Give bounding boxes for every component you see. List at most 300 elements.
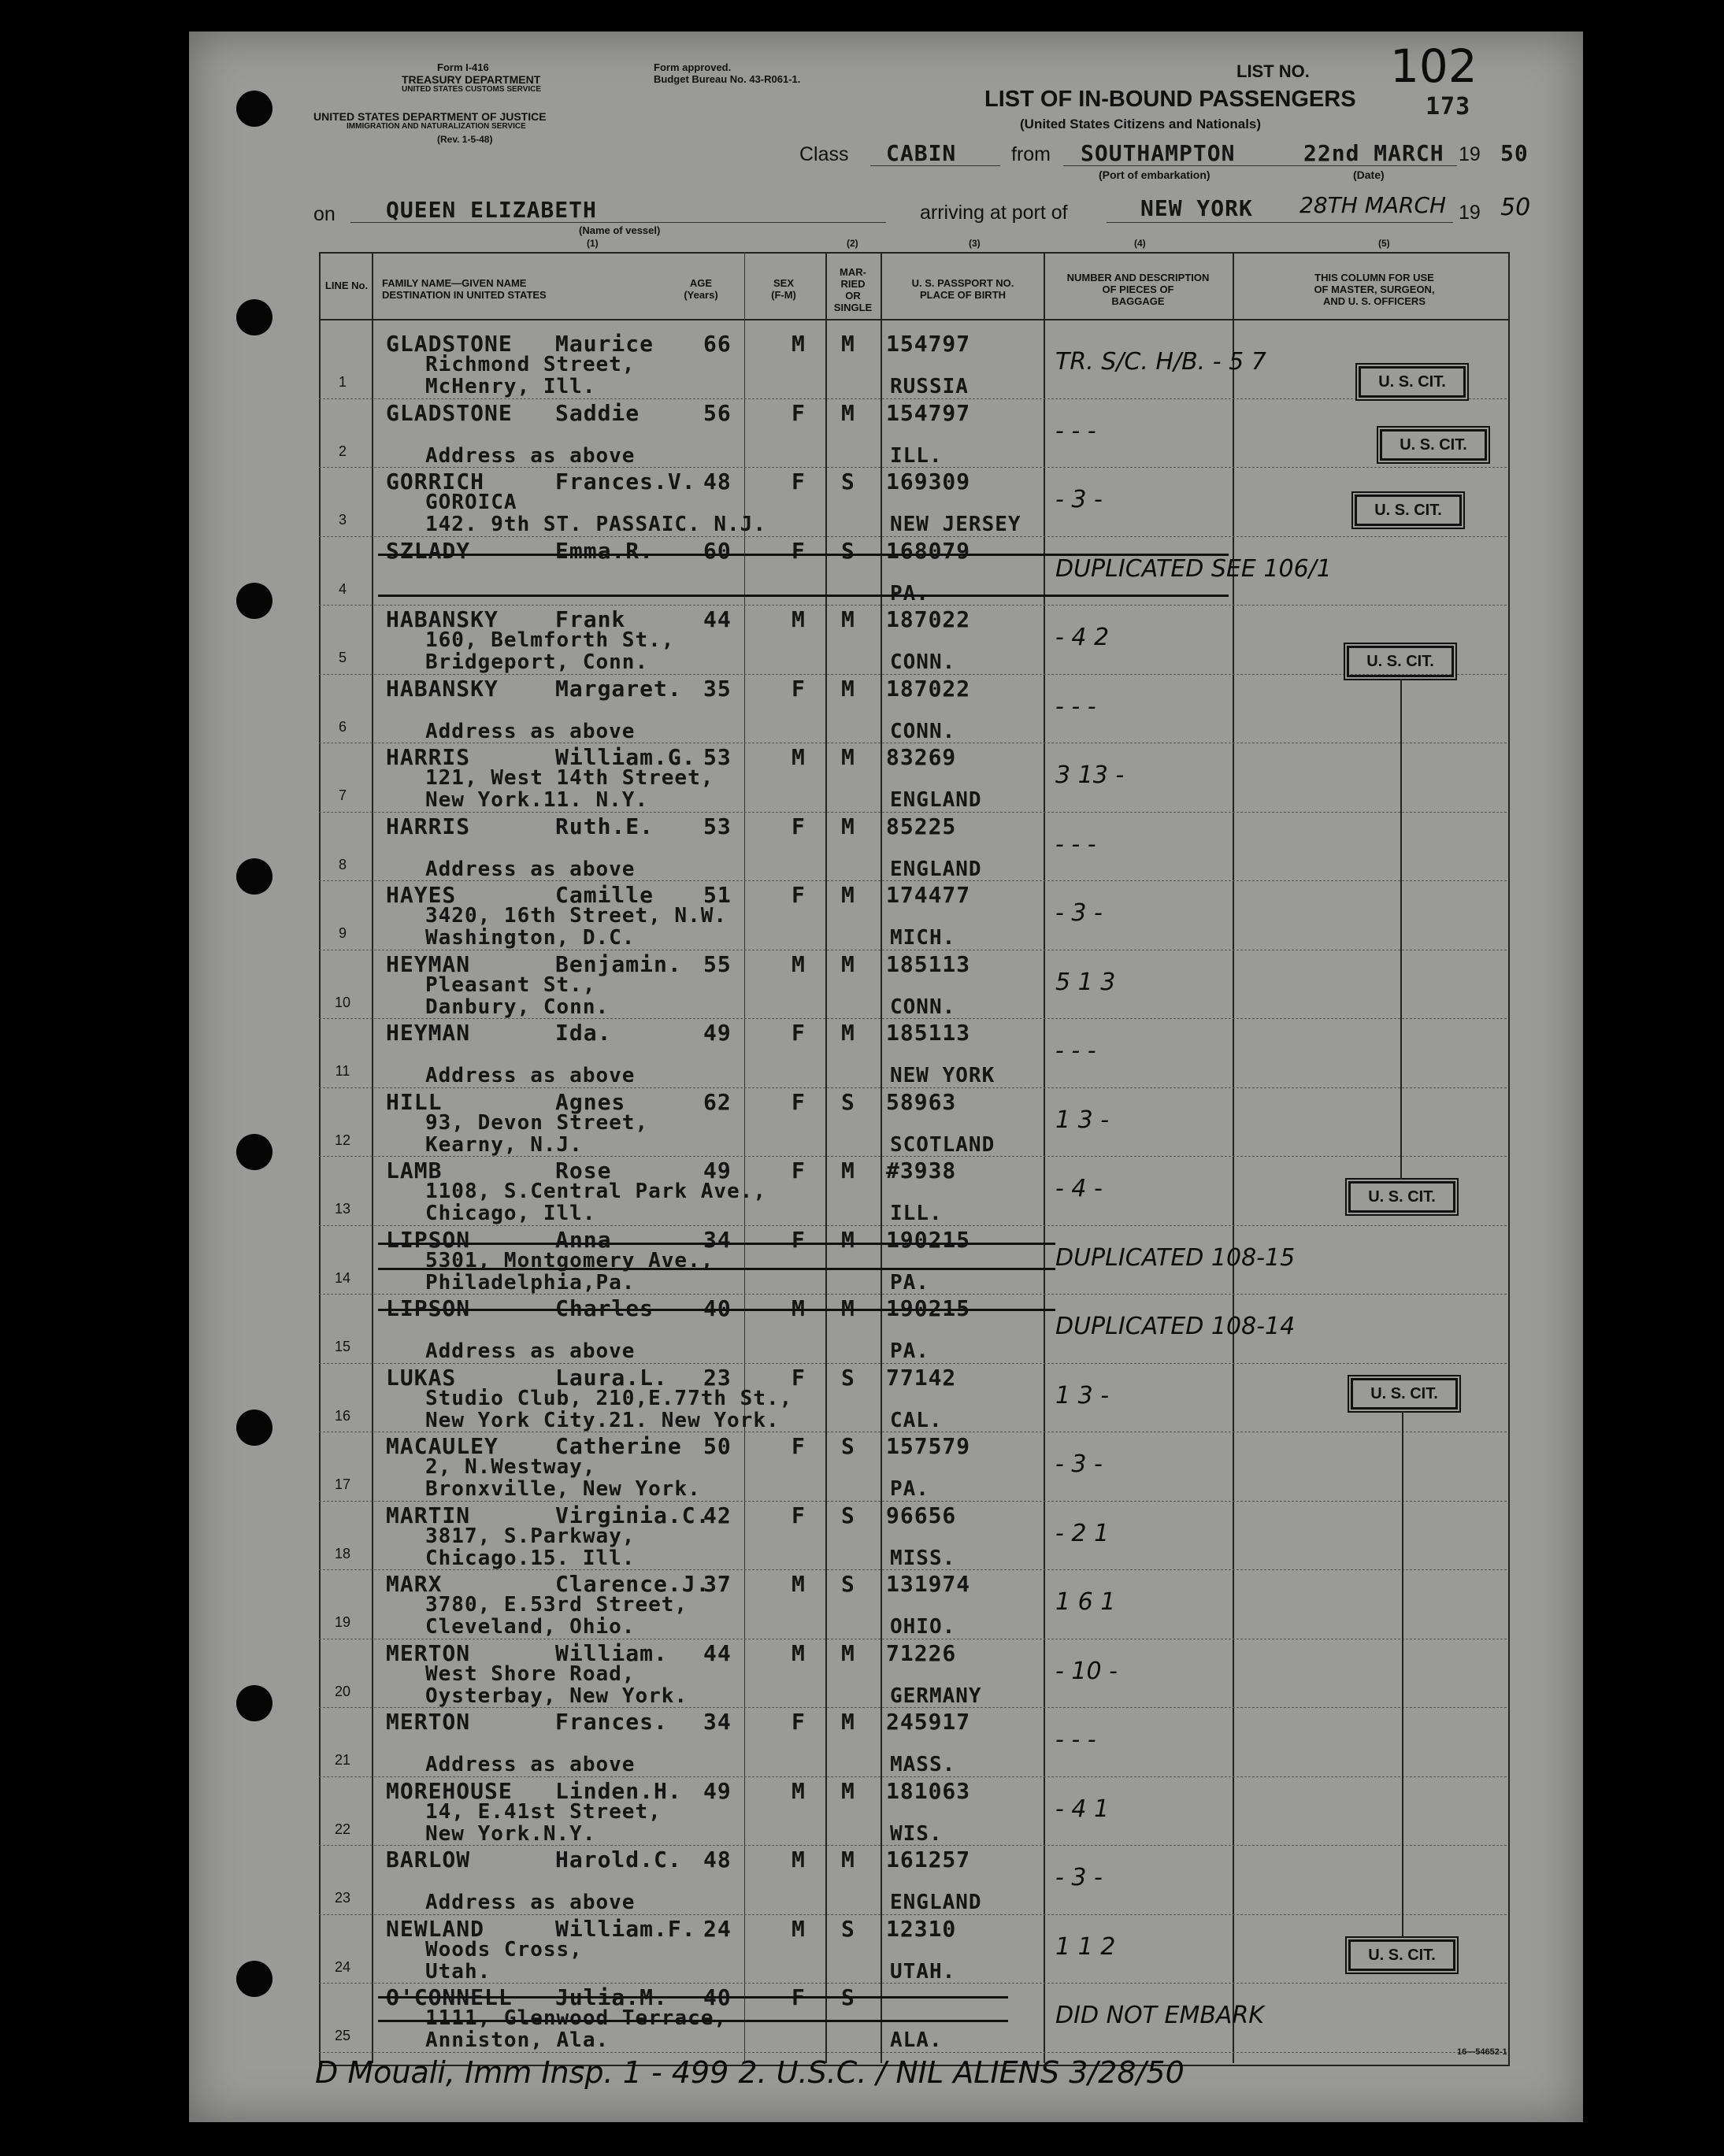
place-of-birth: OHIO.	[890, 1615, 956, 1639]
marital-status: S	[841, 1915, 855, 1942]
binder-hole	[236, 583, 273, 619]
sex: F	[792, 675, 806, 702]
justice-dept: UNITED STATES DEPARTMENT OF JUSTICE	[313, 110, 547, 123]
sex: M	[792, 950, 806, 977]
given-name: Virginia.C.	[555, 1502, 710, 1528]
place-of-birth: CONN.	[890, 995, 956, 1019]
address-line2: Address as above	[425, 1339, 636, 1363]
age: 24	[703, 1915, 732, 1942]
strike-line	[378, 1996, 1008, 1999]
header-name: FAMILY NAME—GIVEN NAME DESTINATION IN UNITED STATES	[382, 277, 547, 301]
age: 42	[703, 1502, 732, 1528]
family-name: LIPSON	[386, 1226, 471, 1253]
list-subtitle: (United States Citizens and Nationals)	[1020, 117, 1262, 132]
baggage-count: 5 1 3	[1055, 968, 1116, 996]
line-number: 2	[338, 443, 347, 459]
arrival-year-prefix: 19	[1459, 202, 1481, 224]
date-value: 22nd MARCH	[1303, 140, 1444, 166]
binder-hole	[236, 1134, 273, 1170]
line-number: 23	[334, 1890, 351, 1906]
binder-hole	[236, 1685, 273, 1721]
date-year: 50	[1500, 140, 1529, 166]
address-line1: 14, E.41st Street,	[425, 1799, 662, 1824]
address-line1: 5301, Montgomery Ave.,	[425, 1248, 714, 1272]
baggage-count: - 3 -	[1055, 486, 1103, 513]
binder-hole	[236, 858, 273, 895]
place-of-birth: PA.	[890, 1270, 929, 1295]
strike-line	[378, 554, 1229, 556]
baggage-count: 1 6 1	[1055, 1588, 1116, 1616]
ins-service: IMMIGRATION AND NATURALIZATION SERVICE	[347, 122, 526, 131]
place-of-birth: ILL.	[890, 443, 943, 468]
passport-number: #3938	[886, 1158, 957, 1184]
baggage-count: DUPLICATED SEE 106/1	[1055, 554, 1332, 583]
place-of-birth: MICH.	[890, 926, 956, 950]
address-line2: Chicago, Ill.	[425, 1202, 596, 1225]
family-name: LIPSON	[386, 1295, 471, 1321]
place-of-birth: ENGLAND	[890, 857, 982, 881]
family-name: HABANSKY	[386, 606, 499, 632]
given-name: Linden.H.	[555, 1777, 682, 1804]
marital-status: S	[841, 469, 855, 495]
marital-status: M	[841, 675, 855, 702]
line-number: 21	[334, 1752, 351, 1768]
sex: M	[792, 1915, 806, 1942]
page-number: 173	[1426, 93, 1471, 120]
place-of-birth: ILL.	[890, 1202, 943, 1225]
line-number: 22	[334, 1821, 351, 1837]
header-rule	[319, 319, 1508, 320]
baggage-count: - - -	[1055, 417, 1096, 445]
age: 35	[703, 675, 732, 702]
line-number: 6	[338, 718, 347, 735]
age: 44	[703, 1639, 732, 1666]
marital-status: S	[841, 1984, 855, 2010]
line-number: 19	[334, 1614, 351, 1630]
family-name: LAMB	[386, 1158, 443, 1184]
place-of-birth: CONN.	[890, 650, 956, 674]
given-name: Clarence.J.	[555, 1571, 710, 1597]
line-number: 20	[334, 1683, 351, 1699]
address-line2: New York.11. N.Y.	[425, 788, 649, 812]
address-line2: Bronxville, New York.	[425, 1477, 701, 1501]
family-name: HAYES	[386, 882, 457, 908]
family-name: HABANSKY	[386, 675, 499, 702]
binder-hole	[236, 91, 273, 127]
place-of-birth: CONN.	[890, 719, 956, 743]
us-cit-stamp: U. S. CIT.	[1351, 1378, 1458, 1410]
place-of-birth: CAL.	[890, 1408, 943, 1432]
header-passport: U. S. PASSPORT NO. PLACE OF BIRTH	[911, 277, 1014, 301]
family-name: BARLOW	[386, 1847, 471, 1873]
address-line2: Address as above	[425, 1753, 636, 1776]
passport-number: 187022	[886, 675, 971, 702]
marital-status: M	[841, 1158, 855, 1184]
address-line2: Utah.	[425, 1959, 491, 1984]
age: 40	[703, 1984, 732, 2010]
marital-status: M	[841, 882, 855, 908]
address-line2: Kearny, N.J.	[425, 1132, 583, 1157]
line-number: 4	[338, 580, 347, 597]
col-num-5: (5)	[1378, 238, 1390, 249]
sex: F	[792, 813, 806, 839]
address-line2: Washington, D.C.	[425, 926, 636, 950]
marital-status: M	[841, 399, 855, 426]
address-line2: 142. 9th ST. PASSAIC. N.J.	[425, 513, 766, 536]
line-number: 17	[334, 1476, 351, 1492]
passport-number: 154797	[886, 399, 971, 426]
line-number: 24	[334, 1958, 351, 1975]
header-married: MAR- RIED OR SINGLE	[833, 266, 873, 313]
baggage-count: - - -	[1055, 1037, 1096, 1065]
family-name: GORRICH	[386, 469, 485, 495]
age: 53	[703, 744, 732, 770]
family-name: MARTIN	[386, 1502, 471, 1528]
age: 49	[703, 1158, 732, 1184]
passport-number: 190215	[886, 1226, 971, 1253]
family-name: MACAULEY	[386, 1433, 499, 1459]
passport-number: 190215	[886, 1295, 971, 1321]
sex: M	[792, 1571, 806, 1597]
list-title: LIST OF IN-BOUND PASSENGERS	[984, 87, 1356, 112]
place-of-birth: ENGLAND	[890, 1891, 982, 1914]
sex: M	[792, 1639, 806, 1666]
family-name: NEWLAND	[386, 1915, 485, 1942]
baggage-count: - - -	[1055, 1726, 1096, 1754]
list-no-label: LIST NO.	[1236, 61, 1310, 81]
given-name: Margaret.	[555, 675, 682, 702]
given-name: Charles	[555, 1295, 654, 1321]
family-name: MERTON	[386, 1709, 471, 1735]
place-of-birth: GERMANY	[890, 1684, 982, 1708]
age: 34	[703, 1226, 732, 1253]
sex: M	[792, 744, 806, 770]
sex: F	[792, 1364, 806, 1391]
marital-status: M	[841, 813, 855, 839]
given-name: Agnes	[555, 1088, 626, 1115]
col-divider	[372, 252, 373, 2063]
baggage-count: 3 13 -	[1055, 761, 1125, 789]
line-number: 16	[334, 1407, 351, 1424]
port-caption: (Port of embarkation)	[1099, 169, 1211, 181]
budget-bureau: Budget Bureau No. 43-R061-1.	[654, 73, 801, 85]
sex: F	[792, 882, 806, 908]
passport-number: 185113	[886, 950, 971, 977]
col-num-4: (4)	[1134, 238, 1146, 249]
header-sex: SEX (F-M)	[771, 277, 796, 301]
baggage-count: - 4 2	[1055, 624, 1110, 651]
arrival-port: NEW YORK	[1140, 195, 1253, 221]
address-line2: Address as above	[425, 719, 636, 743]
passport-number: 174477	[886, 882, 971, 908]
binder-hole	[236, 299, 273, 335]
header-baggage: NUMBER AND DESCRIPTION OF PIECES OF BAGGAGE	[1066, 272, 1210, 307]
address-line1: 3780, E.53rd Street,	[425, 1593, 688, 1617]
marital-status: M	[841, 606, 855, 632]
marital-status: M	[841, 1847, 855, 1873]
marital-status: M	[841, 744, 855, 770]
age: 49	[703, 1020, 732, 1046]
baggage-count: TR. S/C. H/B. - 5 7	[1055, 348, 1266, 376]
given-name: Emma.R.	[555, 537, 654, 564]
us-cit-stamp: U. S. CIT.	[1348, 1181, 1455, 1213]
sex: F	[792, 1088, 806, 1115]
us-cit-stamp: U. S. CIT.	[1348, 1939, 1455, 1971]
baggage-count: - - -	[1055, 830, 1096, 858]
line-number: 12	[334, 1132, 351, 1148]
address-line1: 2, N.Westway,	[425, 1455, 596, 1479]
given-name: William.F.	[555, 1915, 696, 1942]
address-line2: Cleveland, Ohio.	[425, 1615, 636, 1639]
bracket-line	[1402, 1411, 1403, 1937]
address-line2: Address as above	[425, 443, 636, 468]
line-number: 18	[334, 1545, 351, 1561]
us-cit-stamp: U. S. CIT.	[1380, 429, 1487, 461]
marital-status: S	[841, 1364, 855, 1391]
vessel-underline	[350, 222, 886, 223]
given-name: Julia.M.	[555, 1984, 668, 2010]
on-label: on	[313, 203, 336, 225]
line-number: 9	[338, 925, 347, 941]
strike-line	[378, 2020, 1008, 2022]
given-name: Laura.L.	[555, 1364, 668, 1391]
passport-number: 154797	[886, 331, 971, 357]
age: 56	[703, 399, 732, 426]
sex: M	[792, 1777, 806, 1804]
sex: F	[792, 1502, 806, 1528]
us-cit-stamp: U. S. CIT.	[1355, 495, 1462, 526]
header-officers: THIS COLUMN FOR USE OF MASTER, SURGEON, AND U. S. OFFICERS	[1314, 272, 1435, 307]
passport-number: 168079	[886, 537, 971, 564]
age: 60	[703, 537, 732, 564]
sex: F	[792, 1984, 806, 2010]
sex: F	[792, 1709, 806, 1735]
marital-status: S	[841, 537, 855, 564]
baggage-count: DUPLICATED 108-15	[1055, 1243, 1296, 1272]
strike-line	[378, 1309, 1055, 1311]
form-approved: Form approved.	[654, 61, 732, 73]
address-line1: Studio Club, 210,E.77th St.,	[425, 1386, 793, 1410]
given-name: Catherine	[555, 1433, 682, 1459]
class-label: Class	[799, 143, 849, 165]
line-number: 25	[334, 2028, 351, 2043]
address-line1: 93, Devon Street,	[425, 1110, 649, 1135]
given-name: Benjamin.	[555, 950, 682, 977]
sex: F	[792, 1226, 806, 1253]
family-name: MARX	[386, 1571, 443, 1597]
given-name: Ida.	[555, 1020, 612, 1046]
strike-line	[378, 1243, 1055, 1245]
baggage-count: 1 1 2	[1055, 1932, 1116, 1961]
place-of-birth: MASS.	[890, 1753, 956, 1776]
given-name: William.	[555, 1639, 668, 1666]
baggage-count: - 3 -	[1055, 899, 1103, 927]
address-line1: GOROICA	[425, 491, 517, 514]
family-name: MERTON	[386, 1639, 471, 1666]
address-line1: Richmond Street,	[425, 353, 636, 376]
form-number: Form I-416	[437, 61, 489, 73]
line-number: 11	[335, 1063, 350, 1079]
age: 37	[703, 1571, 732, 1597]
address-line2: Anniston, Ala.	[425, 2028, 610, 2052]
passport-number: 181063	[886, 1777, 971, 1804]
age: 62	[703, 1088, 732, 1115]
family-name: HARRIS	[386, 813, 471, 839]
marital-status: S	[841, 1502, 855, 1528]
address-line1: 1111, Glenwood Terrace,	[425, 2006, 728, 2030]
from-underline	[1063, 165, 1292, 166]
given-name: Harold.C.	[555, 1847, 682, 1873]
marital-status: M	[841, 1295, 855, 1321]
family-name: HEYMAN	[386, 1020, 471, 1046]
given-name: Ruth.E.	[555, 813, 654, 839]
marital-status: S	[841, 1088, 855, 1115]
marital-status: S	[841, 1571, 855, 1597]
family-name: HARRIS	[386, 744, 471, 770]
family-name: GLADSTONE	[386, 331, 513, 357]
place-of-birth: UTAH.	[890, 1959, 956, 1984]
col-divider	[1044, 252, 1045, 2063]
passport-number: 131974	[886, 1571, 971, 1597]
address-line1: 3817, S.Parkway,	[425, 1524, 636, 1548]
marital-status: M	[841, 1709, 855, 1735]
address-line1: 160, Belmforth St.,	[425, 628, 675, 652]
baggage-count: 1 3 -	[1055, 1381, 1110, 1410]
marital-status: M	[841, 1777, 855, 1804]
place-of-birth: ALA.	[890, 2028, 943, 2052]
age: 23	[703, 1364, 732, 1391]
form-footer-code: 16—54652-1	[1457, 2047, 1507, 2057]
binder-hole	[236, 1410, 273, 1446]
baggage-count: 1 3 -	[1055, 1106, 1110, 1134]
sex: F	[792, 1158, 806, 1184]
place-of-birth: PA.	[890, 581, 929, 606]
sex: M	[792, 1847, 806, 1873]
inspector-signature: D Mouali, Imm Insp. 1 - 499 2. U.S.C. / NIL ALIENS 3/28/50	[315, 2055, 1185, 2090]
passport-number: 157579	[886, 1433, 971, 1459]
from-label: from	[1011, 143, 1051, 165]
line-number: 7	[338, 787, 347, 803]
binder-hole	[236, 1961, 273, 1997]
address-line2: Danbury, Conn.	[425, 995, 610, 1019]
address-line1: Woods Cross,	[425, 1937, 583, 1962]
sex: F	[792, 537, 806, 564]
baggage-count: - - -	[1055, 692, 1096, 721]
address-line1: 3420, 16th Street, N.W.	[425, 904, 728, 928]
passport-number: 96656	[886, 1502, 957, 1528]
passport-number: 169309	[886, 469, 971, 495]
age: 49	[703, 1777, 732, 1804]
address-line2: New York City.21. New York.	[425, 1408, 780, 1432]
age: 48	[703, 469, 732, 495]
marital-status: M	[841, 1639, 855, 1666]
strike-line	[378, 1268, 1055, 1270]
bracket-line	[1400, 679, 1402, 1180]
col-num-2: (2)	[847, 238, 858, 249]
line-number: 13	[334, 1201, 351, 1217]
age: 66	[703, 331, 732, 357]
passport-number: 187022	[886, 606, 971, 632]
col-divider	[1233, 252, 1234, 2063]
address-line2: New York.N.Y.	[425, 1821, 596, 1846]
address-line2: Philadelphia,Pa.	[425, 1270, 636, 1295]
family-name: LUKAS	[386, 1364, 457, 1391]
age: 51	[703, 882, 732, 908]
passport-number: 85225	[886, 813, 957, 839]
family-name: SZLADY	[386, 537, 471, 564]
baggage-count: - 3 -	[1055, 1450, 1103, 1478]
line-number: 15	[334, 1339, 351, 1354]
line-number: 8	[338, 856, 347, 872]
given-name: Saddie	[555, 399, 640, 426]
age: 44	[703, 606, 732, 632]
address-line2: Address as above	[425, 1064, 636, 1087]
col-divider	[825, 252, 827, 2063]
arrival-underline	[1107, 222, 1453, 223]
baggage-count: DID NOT EMBARK	[1055, 2002, 1264, 2029]
age: 55	[703, 950, 732, 977]
address-line1: West Shore Road,	[425, 1661, 636, 1686]
baggage-count: - 2 1	[1055, 1519, 1110, 1547]
address-line1: Pleasant St.,	[425, 972, 596, 997]
given-name: Rose	[555, 1158, 612, 1184]
address-line1: 1108, S.Central Park Ave.,	[425, 1180, 766, 1203]
arriving-label: arriving at port of	[920, 202, 1068, 224]
line-number: 14	[334, 1269, 351, 1286]
sex: F	[792, 399, 806, 426]
marital-status: M	[841, 1226, 855, 1253]
date-caption: (Date)	[1353, 169, 1385, 181]
family-name: HILL	[386, 1088, 443, 1115]
given-name: Camille	[555, 882, 654, 908]
age: 34	[703, 1709, 732, 1735]
date-underline	[1292, 165, 1457, 166]
header-age: AGE (Years)	[684, 277, 718, 301]
passport-number: 245917	[886, 1709, 971, 1735]
passport-number: 77142	[886, 1364, 957, 1391]
sex: M	[792, 331, 806, 357]
given-name: Frank	[555, 606, 626, 632]
given-name: Maurice	[555, 331, 654, 357]
family-name: O'CONNELL	[386, 1984, 513, 2010]
passport-number: 161257	[886, 1847, 971, 1873]
address-line2: Address as above	[425, 857, 636, 881]
place-of-birth: MISS.	[890, 1546, 956, 1570]
address-line2: Address as above	[425, 1891, 636, 1914]
given-name: Frances.	[555, 1709, 668, 1735]
given-name: William.G.	[555, 744, 696, 770]
date-year-prefix: 19	[1459, 143, 1481, 165]
sex: M	[792, 606, 806, 632]
passport-number: 185113	[886, 1020, 971, 1046]
age: 53	[703, 813, 732, 839]
vessel-name: QUEEN ELIZABETH	[386, 197, 597, 223]
passport-number: 58963	[886, 1088, 957, 1115]
us-cit-stamp: U. S. CIT.	[1359, 366, 1466, 398]
vessel-caption: (Name of vessel)	[579, 224, 661, 236]
marital-status: S	[841, 1433, 855, 1459]
sex: F	[792, 1020, 806, 1046]
baggage-count: - 3 -	[1055, 1864, 1103, 1891]
sex: F	[792, 469, 806, 495]
line-number: 10	[334, 994, 351, 1010]
place-of-birth: WIS.	[890, 1821, 943, 1846]
place-of-birth: SCOTLAND	[890, 1132, 995, 1157]
treasury-dept: TREASURY DEPARTMENT	[402, 73, 541, 86]
header-line-no: LINE No.	[324, 280, 369, 291]
place-of-birth: NEW YORK	[890, 1064, 995, 1087]
arrival-year-handwritten: 50	[1500, 194, 1531, 221]
